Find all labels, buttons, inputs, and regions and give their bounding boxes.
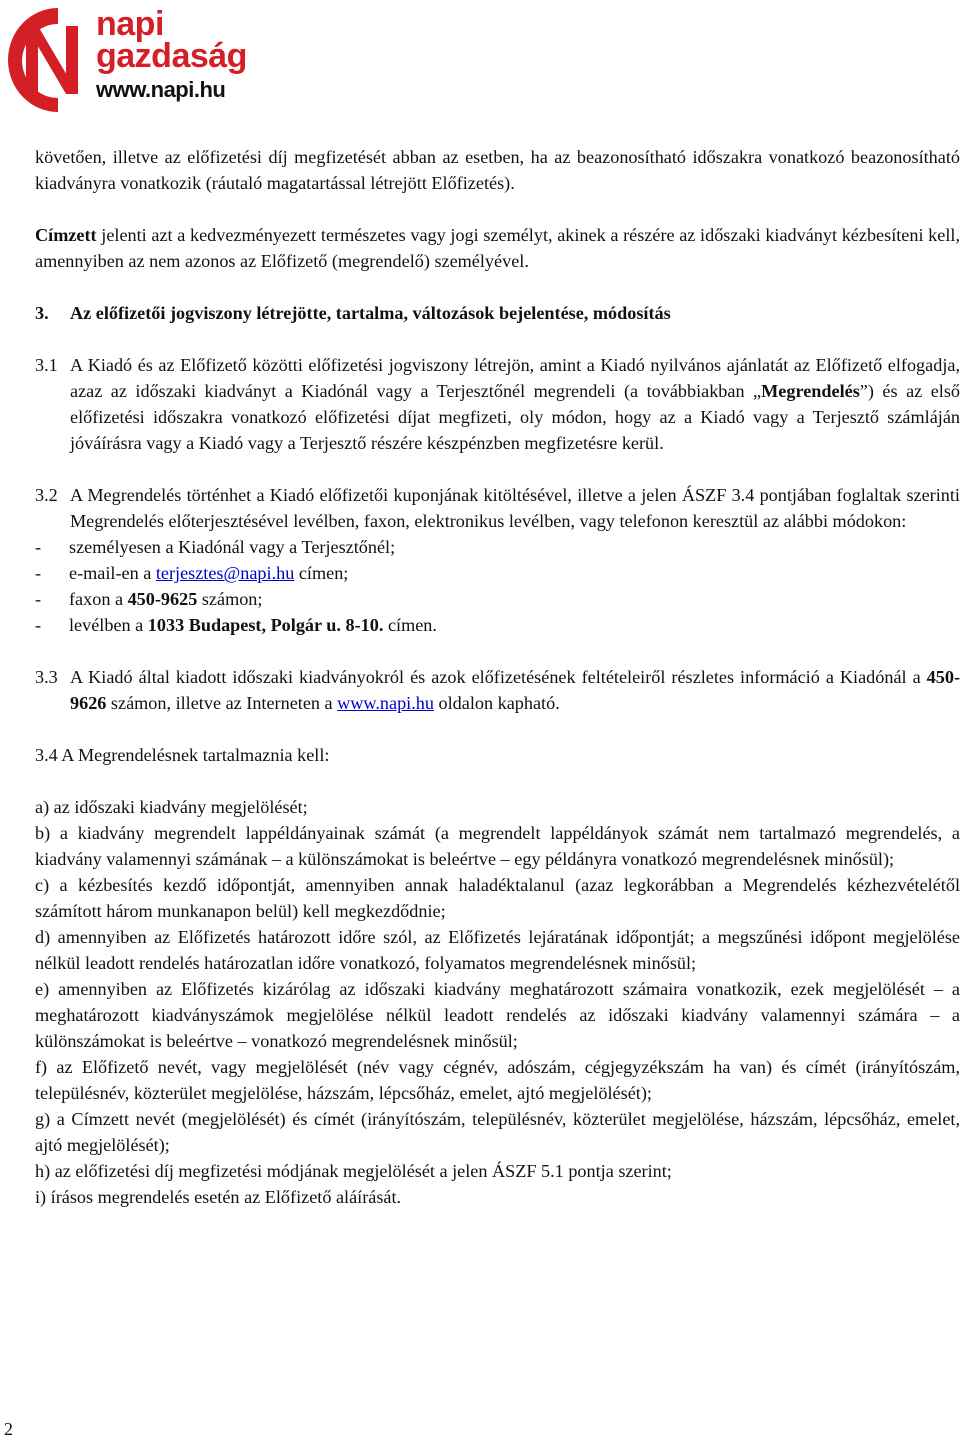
section-3-3: 3.3 A Kiadó által kiadott időszaki kiadványokról és azok előfizetésének feltételeiről részletes információ a Kiadónál a 450-9626 számon, illetve az Interneten a www.napi.hu oldalon kapható.	[35, 664, 960, 716]
section-3-heading	[35, 300, 960, 326]
page-number: 2	[4, 1419, 13, 1439]
logo-text-napi: napi	[96, 5, 164, 43]
list-item: i) írásos megrendelés esetén az Előfizető aláírását.	[35, 1187, 402, 1207]
list-item: c) a kézbesítés kezdő időpontját, amennyiben annak haladéktalanul (azaz legkorábban a Megrendelés kézhezvételétől számított három munkanapon belül) kell megkezdődnie;	[35, 875, 960, 921]
paragraph-continuation: követően, illetve az előfizetési díj megfizetését abban az esetben, ha az beazonosítható időszakra vonatkozó beazonosítható kiadványra vonatkozik (ráutaló magatartással létrejött Előfizetés).	[35, 147, 960, 193]
section-number: 3.2	[35, 485, 58, 505]
list-item: e) amennyiben az Előfizetés kizárólag az időszaki kiadvány meghatározott számaira vonatkozik, ezek megjelölését – a meghatározott kiadványszámok megjelölése nélkül leadott rendelés az időszaki kiadvány valamennyi számára – a különszámokat is beleértve – vonatkozó megrendelésnek minősül;	[35, 979, 960, 1051]
website-link[interactable]: www.napi.hu	[337, 693, 434, 713]
list-item: - levélben a 1033 Budapest, Polgár u. 8-10. címen.	[35, 615, 437, 635]
list-item: - e-mail-en a terjesztes@napi.hu címen;	[35, 563, 349, 583]
list-item: - személyesen a Kiadónál vagy a Terjesztőnél;	[35, 537, 396, 557]
list-item: - faxon a 450-9625 számon;	[35, 589, 263, 609]
section-3-2: 3.2 A Megrendelés történhet a Kiadó előfizetői kuponjának kitöltésével, illetve a jelen ÁSZF 3.4 pontjában foglaltak szerinti Megrendelés előterjesztésével levélben, faxon, elektronikus levélben, vagy telefonon keresztül az alábbi módokon:	[35, 482, 960, 534]
section-3-4-intro: 3.4 A Megrendelésnek tartalmaznia kell:	[35, 745, 330, 765]
section-title: Az előfizetői jogviszony létrejötte, tartalma, változások bejelentése, módosítás	[70, 303, 671, 323]
email-link[interactable]: terjesztes@napi.hu	[155, 563, 295, 583]
section-number: 3.1	[35, 355, 58, 375]
term-megrendeles: Megrendelés	[761, 381, 860, 401]
list-item: g) a Címzett nevét (megjelölését) és címét (irányítószám, településnév, közterület megjelölése, házszám, lépcsőház, emelet, ajtó megjelölését);	[35, 1109, 960, 1155]
list-item: h) az előfizetési díj megfizetési módjának megjelölését a jelen ÁSZF 5.1 pontja szerint;	[35, 1161, 672, 1181]
term-cimzett: Címzett	[35, 225, 97, 245]
list-item: b) a kiadvány megrendelt lappéldányainak számát (a megrendelt lappéldányok számát nem tartalmazó megrendelés, a kiadvány valamennyi számának – a különszámokat is beleértve – egy példányra vonatkozó megrendelésnek minősül);	[35, 823, 960, 869]
logo-n-mark-icon	[4, 4, 104, 116]
list-item: f) az Előfizető nevét, vagy megjelölését (név vagy cégnév, adószám, cégjegyzékszám ha van) és címét (irányítószám, településnév, közterület megjelölése, házszám, lépcsőház, emelet, ajtó megjelölését);	[35, 1057, 960, 1103]
list-item: d) amennyiben az Előfizetés határozott időre szól, az Előfizetés lejáratának időpontját; a megszűnési időpont megjelölése nélkül leadott rendelés határozatlan időre vonatkozó, folyamatos megrendelésnek minősül;	[35, 927, 960, 973]
section-3-1: 3.1 A Kiadó és az Előfizető közötti előfizetési jogviszony létrejön, amint a Kiadó nyilvános ajánlatát az Előfizető elfogadja, azaz az időszaki kiadványt a Kiadónál vagy a Terjesztőnél megrendeli (a továbbiakban „Megrendelés”) és az első előfizetési időszakra vonatkozó előfizetési díjat megfizeti, oly módon, hogy az a Kiadó vagy a Terjesztő számláján jóváírásra vagy a Kiadó vagy a Terjesztő részére készpénzben megfizetésre kerül.	[35, 352, 960, 456]
section-number: 3.3	[35, 667, 58, 687]
document-body	[35, 144, 960, 1210]
logo-text-gazdasag: gazdaság	[96, 37, 247, 75]
list-item: a) az időszaki kiadvány megjelölését;	[35, 797, 308, 817]
section-number: 3.	[35, 303, 49, 323]
napi-gazdasag-logo	[4, 4, 247, 116]
logo-text-url: www.napi.hu	[96, 77, 226, 102]
paragraph-cimzett: Címzett jelenti azt a kedvezményezett természetes vagy jogi személyt, akinek a részére az időszaki kiadványt kézbesíteni kell, amennyiben az nem azonos az Előfizető (megrendelő) személyével.	[35, 225, 960, 271]
